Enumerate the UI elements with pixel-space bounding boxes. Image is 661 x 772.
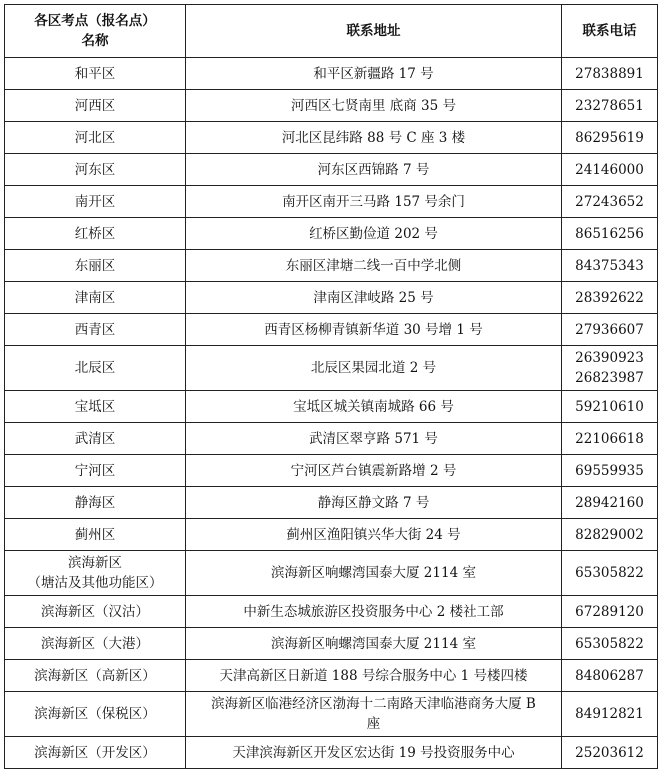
- address-cell-text: 天津高新区日新道 188 号综合服务中心 1 号楼四楼: [219, 667, 528, 684]
- address-cell: [186, 737, 562, 769]
- address-cell-text: 座: [366, 716, 381, 732]
- header-name-line1: 各区考点（报名点）: [34, 13, 156, 29]
- phone-cell: [562, 519, 658, 551]
- name-cell: [5, 186, 186, 218]
- phone-cell: [562, 282, 658, 314]
- name-cell: [5, 487, 186, 519]
- table-row: [5, 346, 658, 391]
- table-body: [5, 58, 658, 769]
- name-cell: [5, 122, 186, 154]
- table-row: [5, 660, 658, 692]
- table-row: [5, 551, 658, 596]
- phone-cell: [562, 423, 658, 455]
- address-cell-text: 滨海新区临港经济区渤海十二南路天津临港商务大厦 B: [211, 696, 536, 712]
- address-cell: [186, 90, 562, 122]
- name-cell: [5, 519, 186, 551]
- phone-cell-text: 59210610: [575, 398, 644, 415]
- phone-cell: [562, 596, 658, 628]
- address-cell-text: 滨海新区响螺湾国泰大厦 2114 室: [271, 635, 476, 652]
- address-cell-text: 河北区昆纬路 88 号 C 座 3 楼: [281, 129, 466, 146]
- name-cell-text: 津南区: [74, 289, 116, 306]
- name-cell-text: 河西区: [74, 97, 116, 114]
- address-cell-text: 西青区杨柳青镇新华道 30 号增 1 号: [264, 321, 483, 338]
- phone-cell: [562, 58, 658, 90]
- name-cell-text: 滨海新区: [68, 555, 122, 571]
- address-cell-text: 红桥区勤俭道 202 号: [309, 225, 438, 242]
- name-cell-text: 河东区: [74, 161, 116, 178]
- name-cell: [5, 455, 186, 487]
- phone-cell-text: 67289120: [575, 603, 644, 620]
- name-cell: [5, 391, 186, 423]
- phone-cell-text: 84912821: [575, 706, 644, 722]
- table-row: [5, 423, 658, 455]
- address-cell: [186, 122, 562, 154]
- name-cell-text: 滨海新区（开发区）: [34, 744, 156, 761]
- phone-cell: [562, 250, 658, 282]
- phone-cell: [562, 660, 658, 692]
- address-cell: [186, 58, 562, 90]
- address-cell: [186, 154, 562, 186]
- address-cell: [186, 660, 562, 692]
- table-row: [5, 250, 658, 282]
- name-cell-text: 滨海新区（保税区）: [34, 706, 156, 722]
- address-cell: [186, 314, 562, 346]
- table-row: [5, 122, 658, 154]
- contact-table: [4, 4, 658, 769]
- phone-cell: [562, 455, 658, 487]
- name-cell-text: 滨海新区（大港）: [41, 635, 149, 652]
- address-cell: [186, 282, 562, 314]
- address-cell-text: 北辰区果园北道 2 号: [310, 360, 437, 376]
- phone-cell-text: 65305822: [575, 565, 644, 581]
- name-cell: [5, 660, 186, 692]
- phone-cell-text: 23278651: [575, 97, 644, 114]
- address-cell-text: 天津滨海新区开发区宏达街 19 号投资服务中心: [232, 744, 515, 761]
- contact-table-container: [4, 4, 657, 769]
- header-name-line2: 名称: [81, 33, 109, 49]
- address-cell-text: 和平区新疆路 17 号: [313, 65, 434, 82]
- name-cell: [5, 90, 186, 122]
- table-row: [5, 596, 658, 628]
- phone-cell: [562, 186, 658, 218]
- address-cell-text: 静海区静文路 7 号: [317, 494, 430, 511]
- address-cell: [186, 519, 562, 551]
- phone-cell: [562, 154, 658, 186]
- name-cell: [5, 218, 186, 250]
- phone-cell-text: 27243652: [575, 193, 644, 210]
- name-cell-text: 蓟州区: [74, 526, 116, 543]
- phone-cell-text: 86516256: [575, 225, 644, 242]
- address-cell: [186, 218, 562, 250]
- phone-cell-text: 22106618: [575, 430, 644, 447]
- name-cell: [5, 314, 186, 346]
- name-cell-text: 滨海新区（高新区）: [34, 667, 156, 684]
- address-cell-text: 河东区西锦路 7 号: [317, 161, 430, 178]
- name-cell: [5, 346, 186, 391]
- address-cell-text: 滨海新区响螺湾国泰大厦 2114 室: [271, 565, 476, 581]
- address-cell-text: 中新生态城旅游区投资服务中心 2 楼社工部: [243, 603, 504, 620]
- phone-cell-text: 26390923: [575, 350, 644, 366]
- phone-cell: [562, 122, 658, 154]
- name-cell: [5, 58, 186, 90]
- table-row: [5, 487, 658, 519]
- name-cell-text: 西青区: [74, 321, 116, 338]
- phone-cell: [562, 314, 658, 346]
- address-cell: [186, 346, 562, 391]
- phone-cell: [562, 692, 658, 737]
- phone-cell-text: 86295619: [575, 129, 644, 146]
- name-cell: [5, 282, 186, 314]
- address-cell-text: 东丽区津塘二线一百中学北侧: [285, 257, 462, 274]
- address-cell: [186, 596, 562, 628]
- name-cell-text: 宁河区: [74, 462, 116, 479]
- address-cell: [186, 628, 562, 660]
- name-cell: [5, 692, 186, 737]
- address-cell-text: 南开区南开三马路 157 号余门: [282, 193, 465, 210]
- phone-cell: [562, 628, 658, 660]
- address-cell: [186, 391, 562, 423]
- name-cell-text: 北辰区: [74, 360, 116, 376]
- phone-cell-text: 84375343: [575, 257, 644, 274]
- address-cell: [186, 423, 562, 455]
- table-row: [5, 737, 658, 769]
- name-cell-text: 南开区: [74, 193, 116, 210]
- table-row: [5, 519, 658, 551]
- name-cell: [5, 423, 186, 455]
- phone-cell: [562, 90, 658, 122]
- phone-cell-text: 84806287: [575, 667, 644, 684]
- address-cell: [186, 186, 562, 218]
- table-row: [5, 58, 658, 90]
- name-cell-text: 宝坻区: [74, 398, 116, 415]
- phone-cell: [562, 737, 658, 769]
- address-cell: [186, 692, 562, 737]
- phone-cell-text: 27936607: [575, 321, 644, 338]
- table-row: [5, 391, 658, 423]
- phone-cell: [562, 218, 658, 250]
- phone-cell-text: 69559935: [575, 462, 644, 479]
- phone-cell-text: 27838891: [575, 65, 644, 82]
- phone-cell-text: 82829002: [575, 526, 644, 543]
- address-cell: [186, 487, 562, 519]
- address-cell: [186, 551, 562, 596]
- name-cell: [5, 596, 186, 628]
- phone-cell-text: 65305822: [575, 635, 644, 652]
- name-cell-text: 武清区: [74, 430, 116, 447]
- address-cell-text: 河西区七贤南里 底商 35 号: [290, 97, 457, 114]
- address-cell-text: 蓟州区渔阳镇兴华大街 24 号: [286, 526, 461, 543]
- name-cell: [5, 737, 186, 769]
- name-cell-text: 河北区: [74, 129, 116, 146]
- address-cell-text: 宁河区芦台镇震新路增 2 号: [290, 462, 457, 479]
- table-row: [5, 186, 658, 218]
- name-cell-text: 和平区: [74, 65, 116, 82]
- name-cell: [5, 154, 186, 186]
- phone-cell-text: 24146000: [575, 161, 644, 178]
- phone-cell-text: 28942160: [575, 494, 644, 511]
- phone-cell: [562, 346, 658, 391]
- name-cell-text: 滨海新区（汉沽）: [41, 603, 149, 620]
- header-name: [5, 5, 186, 58]
- name-cell: [5, 551, 186, 596]
- table-row: [5, 282, 658, 314]
- name-cell-text: 东丽区: [74, 257, 116, 274]
- table-row: [5, 90, 658, 122]
- address-cell-text: 津南区津岐路 25 号: [313, 289, 434, 306]
- table-header-row: [5, 5, 658, 58]
- address-cell: [186, 250, 562, 282]
- name-cell: [5, 250, 186, 282]
- table-row: [5, 692, 658, 737]
- phone-cell-text: 25203612: [575, 744, 644, 761]
- phone-cell: [562, 551, 658, 596]
- name-cell: [5, 628, 186, 660]
- header-address: 联系地址: [186, 5, 562, 58]
- address-cell-text: 武清区翠亨路 571 号: [309, 430, 438, 447]
- table-row: [5, 455, 658, 487]
- address-cell-text: 宝坻区城关镇南城路 66 号: [293, 398, 454, 415]
- phone-cell-text: 28392622: [575, 289, 644, 306]
- header-phone: 联系电话: [562, 5, 658, 58]
- address-cell: [186, 455, 562, 487]
- phone-cell-text: 26823987: [575, 370, 644, 386]
- table-row: [5, 314, 658, 346]
- table-row: [5, 154, 658, 186]
- phone-cell: [562, 487, 658, 519]
- name-cell-text: 红桥区: [74, 225, 116, 242]
- name-cell-text: 静海区: [74, 494, 116, 511]
- phone-cell: [562, 391, 658, 423]
- table-row: [5, 218, 658, 250]
- name-cell-text: （塘沽及其他功能区）: [27, 575, 163, 591]
- table-row: [5, 628, 658, 660]
